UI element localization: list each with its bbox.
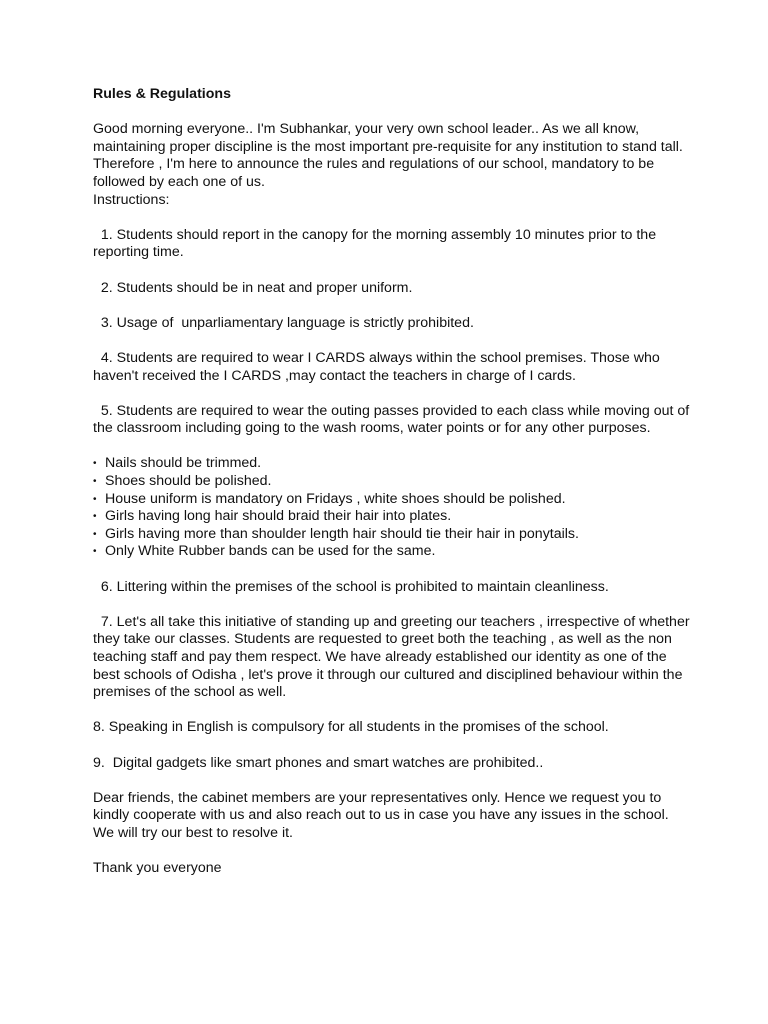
rule-6: 6. Littering within the premises of the school is prohibited to maintain cleanliness. <box>93 578 609 595</box>
bullet-icon: • <box>93 511 97 523</box>
bullet-item: • Girls having more than shoulder length hair should tie their hair in ponytails. <box>93 525 579 542</box>
rule-5: 5. Students are required to wear the outing passes provided to each class while moving out of the classroom including going to the wash rooms, water points or for any other purposes. <box>93 402 694 437</box>
bullet-icon: • <box>93 546 97 558</box>
rule-2: 2. Students should be in neat and proper uniform. <box>93 279 413 296</box>
rule-1: 1. Students should report in the canopy for the morning assembly 10 minutes prior to the reporting time. <box>93 226 661 261</box>
bullet-icon: • <box>93 476 97 488</box>
document-title: Rules & Regulations <box>93 86 231 102</box>
rule-8: 8. Speaking in English is compulsory for all students in the promises of the school. <box>93 719 609 736</box>
bullet-item: • Nails should be trimmed. <box>93 455 262 472</box>
bullet-item: • Only White Rubber bands can be used for the same. <box>93 543 436 560</box>
closing-paragraph: Dear friends, the cabinet members are your representatives only. Hence we request you to kindly cooperate with us and also reach out to us in case you have any issues in the school. We will try our best to resolve it. <box>93 789 669 841</box>
uniform-bullet-list <box>93 455 693 561</box>
bullet-item: • Shoes should be polished. <box>93 473 272 490</box>
bullet-icon: • <box>93 493 97 505</box>
document-page <box>93 86 693 878</box>
rule-3: 3. Usage of unparliamentary language is strictly prohibited. <box>93 314 474 331</box>
bullet-icon: • <box>93 458 97 470</box>
rule-9: 9. Digital gadgets like smart phones and smart watches are prohibited.. <box>93 754 544 771</box>
bullet-icon: • <box>93 528 97 540</box>
intro-paragraph: Good morning everyone.. I'm Subhankar, your very own school leader.. As we all know, maintaining proper discipline is the most important pre-requisite for any institution to stand tall. Therefore , I'm here to announce the rules and regulations of our school, mandatory to be followed by each one of us. <box>93 121 683 190</box>
bullet-item: • House uniform is mandatory on Fridays , white shoes should be polished. <box>93 490 566 507</box>
rule-4: 4. Students are required to wear I CARDS always within the school premises. Those who haven't received the I CARDS ,may contact the teachers in charge of I cards. <box>93 349 664 384</box>
instructions-label: Instructions: <box>93 191 170 208</box>
bullet-item: • Girls having long hair should braid their hair into plates. <box>93 508 452 525</box>
signoff-text: Thank you everyone <box>93 860 222 877</box>
rule-7: 7. Let's all take this initiative of standing up and greeting our teachers , irrespective of whether they take our classes. Students are requested to greet both the teaching , as well as the non teaching staff and pay them respect. We have already established our identity as one of the best schools of Odisha , let's prove it through our cultured and disciplined behaviour within the premises of the school as well. <box>93 613 694 701</box>
